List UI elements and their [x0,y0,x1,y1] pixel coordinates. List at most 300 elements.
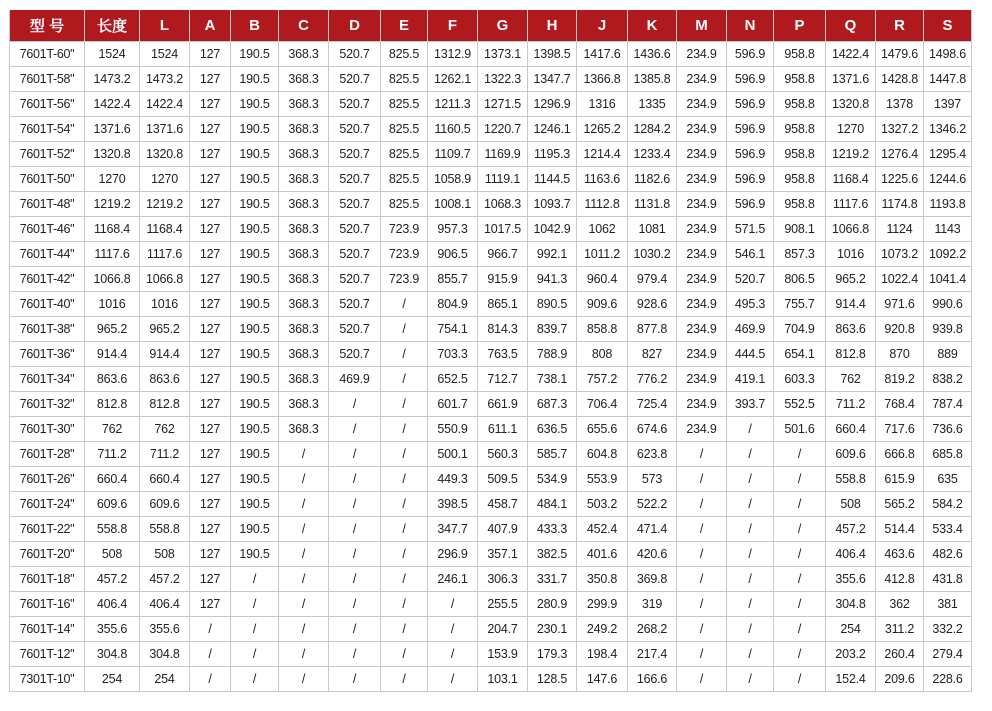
table-cell: 1296.9 [528,92,577,117]
table-cell: 508 [826,492,876,517]
column-header-q: Q [826,10,876,42]
table-cell: 234.9 [677,317,727,342]
table-cell: 890.5 [528,292,577,317]
table-cell: 814.3 [478,317,528,342]
table-cell: / [329,642,381,667]
model-cell: 7601T-42" [10,267,85,292]
table-cell: 725.4 [628,392,677,417]
table-cell: 1117.6 [826,192,876,217]
table-cell: 1498.6 [924,42,972,67]
table-cell: 127 [190,167,231,192]
table-cell: 723.9 [381,267,428,292]
table-cell: 1371.6 [85,117,140,142]
table-cell: 299.9 [577,592,628,617]
table-cell: / [677,542,727,567]
model-cell: 7601T-26" [10,467,85,492]
table-cell: 939.8 [924,317,972,342]
table-cell: / [428,667,478,692]
table-cell: 127 [190,142,231,167]
table-cell: 754.1 [428,317,478,342]
table-cell: 1081 [628,217,677,242]
table-cell: 661.9 [478,392,528,417]
model-cell: 7601T-30" [10,417,85,442]
table-cell: 660.4 [85,467,140,492]
column-header-c: C [279,10,329,42]
table-cell: 1246.1 [528,117,577,142]
table-cell: 958.8 [774,42,826,67]
table-row [10,42,972,67]
model-cell: 7601T-54" [10,117,85,142]
table-cell: 863.6 [826,317,876,342]
table-cell: / [381,542,428,567]
table-cell: 596.9 [727,167,774,192]
table-cell: 127 [190,392,231,417]
table-cell: 1144.5 [528,167,577,192]
table-cell: 203.2 [826,642,876,667]
table-cell: 636.5 [528,417,577,442]
table-cell: 217.4 [628,642,677,667]
table-cell: 703.3 [428,342,478,367]
table-cell: 190.5 [231,517,279,542]
table-row [10,367,972,392]
column-header-h: H [528,10,577,42]
table-cell: / [727,492,774,517]
table-cell: / [677,467,727,492]
table-cell: 127 [190,292,231,317]
model-cell: 7601T-58" [10,67,85,92]
table-cell: 234.9 [677,392,727,417]
table-cell: / [381,592,428,617]
table-cell: 381 [924,592,972,617]
table-cell: 520.7 [329,42,381,67]
table-cell: 601.7 [428,392,478,417]
table-cell: 234.9 [677,42,727,67]
table-cell: 958.8 [774,192,826,217]
table-cell: / [774,542,826,567]
table-cell: 655.6 [577,417,628,442]
table-cell: 279.4 [924,642,972,667]
table-cell: 1163.6 [577,167,628,192]
table-cell: 508 [140,542,190,567]
table-cell: / [381,417,428,442]
table-cell: 1385.8 [628,67,677,92]
column-header-e: E [381,10,428,42]
model-cell: 7601T-52" [10,142,85,167]
model-cell: 7601T-36" [10,342,85,367]
table-cell: 762 [85,417,140,442]
table-cell: 127 [190,467,231,492]
table-cell: 190.5 [231,542,279,567]
table-cell: 127 [190,92,231,117]
table-cell: 368.3 [279,342,329,367]
table-row [10,492,972,517]
table-cell: 368.3 [279,392,329,417]
table-cell: 533.4 [924,517,972,542]
table-cell: 965.2 [826,267,876,292]
table-cell: 1225.6 [876,167,924,192]
table-cell: 190.5 [231,117,279,142]
table-cell: 812.8 [85,392,140,417]
column-header-r: R [876,10,924,42]
table-cell: 1220.7 [478,117,528,142]
table-row [10,342,972,367]
table-cell: 738.1 [528,367,577,392]
column-header-p: P [774,10,826,42]
table-cell: / [381,367,428,392]
table-body [10,42,972,692]
table-cell: 127 [190,542,231,567]
table-cell: 1524 [85,42,140,67]
table-cell: / [428,617,478,642]
table-cell: 776.2 [628,367,677,392]
table-cell: 471.4 [628,517,677,542]
table-cell: / [329,492,381,517]
table-cell: 501.6 [774,417,826,442]
table-cell: 596.9 [727,117,774,142]
table-cell: / [774,517,826,542]
model-cell: 7601T-38" [10,317,85,342]
table-cell: 762 [826,367,876,392]
table-cell: / [727,592,774,617]
table-cell: 514.4 [876,517,924,542]
table-cell: 1436.6 [628,42,677,67]
table-cell: 304.8 [826,592,876,617]
table-cell: 234.9 [677,292,727,317]
table-cell: 368.3 [279,267,329,292]
table-cell: 863.6 [85,367,140,392]
table-cell: 1233.4 [628,142,677,167]
table-cell: 420.6 [628,542,677,567]
table-cell: 1244.6 [924,167,972,192]
table-cell: / [231,592,279,617]
table-cell: 825.5 [381,142,428,167]
table-cell: 406.4 [85,592,140,617]
table-cell: / [279,642,329,667]
table-cell: 863.6 [140,367,190,392]
table-cell: 457.2 [85,567,140,592]
table-cell: 520.7 [329,242,381,267]
table-cell: 1093.7 [528,192,577,217]
table-cell: 1041.4 [924,267,972,292]
table-cell: 1417.6 [577,42,628,67]
table-cell: 1524 [140,42,190,67]
table-cell: 1030.2 [628,242,677,267]
table-cell: 1347.7 [528,67,577,92]
table-cell: 234.9 [677,417,727,442]
table-cell: / [727,467,774,492]
model-cell: 7601T-20" [10,542,85,567]
table-cell: 635 [924,467,972,492]
table-row [10,292,972,317]
table-cell: / [381,642,428,667]
table-cell: 127 [190,192,231,217]
table-cell: 1371.6 [826,67,876,92]
table-cell: 711.2 [85,442,140,467]
model-cell: 7601T-24" [10,492,85,517]
table-cell: 763.5 [478,342,528,367]
table-cell: 249.2 [577,617,628,642]
table-row [10,67,972,92]
table-cell: 355.6 [826,567,876,592]
table-cell: 711.2 [140,442,190,467]
table-cell: 609.6 [826,442,876,467]
table-cell: 153.9 [478,642,528,667]
model-cell: 7601T-60" [10,42,85,67]
table-cell: 812.8 [826,342,876,367]
table-cell: / [774,467,826,492]
model-cell: 7301T-10" [10,667,85,692]
table-cell: 382.5 [528,542,577,567]
table-cell: 190.5 [231,167,279,192]
model-cell: 7601T-18" [10,567,85,592]
table-cell: 1473.2 [140,67,190,92]
table-cell: / [190,617,231,642]
table-cell: 198.4 [577,642,628,667]
table-cell: 1422.4 [85,92,140,117]
table-cell: 1160.5 [428,117,478,142]
model-cell: 7601T-22" [10,517,85,542]
table-cell: 190.5 [231,467,279,492]
table-cell: 1270 [85,167,140,192]
table-cell: 552.5 [774,392,826,417]
table-cell: 280.9 [528,592,577,617]
table-cell: 920.8 [876,317,924,342]
table-cell: 368.3 [279,117,329,142]
table-cell: 965.2 [85,317,140,342]
table-cell: 1271.5 [478,92,528,117]
table-row [10,442,972,467]
table-cell: 190.5 [231,492,279,517]
table-cell: 623.8 [628,442,677,467]
table-cell: 1117.6 [140,242,190,267]
table-cell: 127 [190,267,231,292]
table-cell: 406.4 [826,542,876,567]
table-cell: 1168.4 [85,217,140,242]
table-cell: 609.6 [140,492,190,517]
table-cell: 368.3 [279,367,329,392]
table-cell: 296.9 [428,542,478,567]
table-cell: 596.9 [727,67,774,92]
table-cell: 1327.2 [876,117,924,142]
table-cell: / [381,617,428,642]
table-cell: 825.5 [381,92,428,117]
table-cell: 958.8 [774,92,826,117]
table-cell: 190.5 [231,92,279,117]
table-cell: / [329,567,381,592]
table-cell: 306.3 [478,567,528,592]
table-cell: 1473.2 [85,67,140,92]
table-cell: 234.9 [677,367,727,392]
column-header-g: G [478,10,528,42]
table-row [10,667,972,692]
table-cell: 1073.2 [876,242,924,267]
table-cell: 398.5 [428,492,478,517]
table-row [10,467,972,492]
table-cell: 268.2 [628,617,677,642]
table-cell: 877.8 [628,317,677,342]
table-cell: 1143 [924,217,972,242]
table-cell: 433.3 [528,517,577,542]
table-cell: / [279,617,329,642]
table-cell: 355.6 [85,617,140,642]
table-cell: 966.7 [478,242,528,267]
model-cell: 7601T-12" [10,642,85,667]
table-cell: 1117.6 [85,242,140,267]
table-cell: 520.7 [329,167,381,192]
table-cell: 103.1 [478,667,528,692]
table-cell: 369.8 [628,567,677,592]
table-cell: 596.9 [727,192,774,217]
table-cell: 979.4 [628,267,677,292]
table-cell: 209.6 [876,667,924,692]
table-cell: / [727,567,774,592]
table-cell: 368.3 [279,217,329,242]
table-cell: / [774,667,826,692]
column-header-d: D [329,10,381,42]
table-cell: 585.7 [528,442,577,467]
table-cell: 190.5 [231,42,279,67]
model-cell: 7601T-50" [10,167,85,192]
table-cell: 768.4 [876,392,924,417]
table-cell: 1219.2 [826,142,876,167]
table-cell: / [190,642,231,667]
table-cell: 520.7 [329,292,381,317]
table-cell: 401.6 [577,542,628,567]
table-cell: 1042.9 [528,217,577,242]
table-cell: 674.6 [628,417,677,442]
table-cell: 234.9 [677,267,727,292]
table-cell: 368.3 [279,92,329,117]
table-cell: / [231,567,279,592]
table-cell: 254 [826,617,876,642]
table-cell: 611.1 [478,417,528,442]
table-cell: 1322.3 [478,67,528,92]
table-cell: 584.2 [924,492,972,517]
table-cell: 723.9 [381,217,428,242]
table-cell: 603.3 [774,367,826,392]
table-cell: 757.2 [577,367,628,392]
table-cell: 1447.8 [924,67,972,92]
table-cell: 520.7 [329,217,381,242]
table-cell: 495.3 [727,292,774,317]
table-cell: / [329,517,381,542]
table-cell: 1262.1 [428,67,478,92]
column-header-length: 长度 [85,10,140,42]
table-cell: / [677,567,727,592]
table-cell: 687.3 [528,392,577,417]
table-cell: 127 [190,492,231,517]
table-cell: 127 [190,567,231,592]
table-cell: 971.6 [876,292,924,317]
table-cell: 469.9 [329,367,381,392]
table-cell: 717.6 [876,417,924,442]
table-cell: 857.3 [774,242,826,267]
table-cell: 331.7 [528,567,577,592]
table-cell: 457.2 [140,567,190,592]
table-cell: 311.2 [876,617,924,642]
table-cell: 1428.8 [876,67,924,92]
table-cell: / [677,642,727,667]
table-cell: 596.9 [727,42,774,67]
table-cell: 965.2 [140,317,190,342]
table-cell: 1092.2 [924,242,972,267]
table-cell: / [677,517,727,542]
table-cell: 1016 [85,292,140,317]
table-cell: 147.6 [577,667,628,692]
column-header-l: L [140,10,190,42]
table-cell: 685.8 [924,442,972,467]
table-cell: / [329,592,381,617]
table-cell: 1398.5 [528,42,577,67]
table-cell: 368.3 [279,142,329,167]
table-cell: 558.8 [140,517,190,542]
table-cell: / [329,617,381,642]
table-cell: 234.9 [677,92,727,117]
table-cell: 457.2 [826,517,876,542]
table-row [10,567,972,592]
table-cell: 234.9 [677,117,727,142]
table-cell: 1320.8 [826,92,876,117]
table-cell: 127 [190,342,231,367]
table-cell: 1131.8 [628,192,677,217]
table-cell: / [727,542,774,567]
table-cell: 1168.4 [140,217,190,242]
table-cell: 889 [924,342,972,367]
table-cell: 941.3 [528,267,577,292]
table-cell: / [381,492,428,517]
table-cell: 190.5 [231,217,279,242]
table-cell: / [279,467,329,492]
table-cell: 350.8 [577,567,628,592]
model-cell: 7601T-40" [10,292,85,317]
table-cell: 654.1 [774,342,826,367]
model-cell: 7601T-56" [10,92,85,117]
table-cell: 412.8 [876,567,924,592]
table-cell: 1219.2 [85,192,140,217]
table-cell: / [727,667,774,692]
model-cell: 7601T-14" [10,617,85,642]
table-cell: / [727,442,774,467]
table-cell: 520.7 [329,317,381,342]
model-cell: 7601T-46" [10,217,85,242]
table-cell: 484.1 [528,492,577,517]
table-cell: / [381,292,428,317]
table-cell: 1195.3 [528,142,577,167]
table-cell: 755.7 [774,292,826,317]
table-cell: 355.6 [140,617,190,642]
table-cell: 304.8 [140,642,190,667]
table-cell: 819.2 [876,367,924,392]
table-cell: 906.5 [428,242,478,267]
table-cell: / [727,617,774,642]
table-cell: 865.1 [478,292,528,317]
table-row [10,642,972,667]
table-cell: 368.3 [279,292,329,317]
table-cell: 1109.7 [428,142,478,167]
table-cell: 928.6 [628,292,677,317]
table-cell: 825.5 [381,42,428,67]
table-cell: 915.9 [478,267,528,292]
table-cell: / [381,392,428,417]
table-cell: 534.9 [528,467,577,492]
table-cell: 660.4 [140,467,190,492]
table-cell: 1066.8 [140,267,190,292]
table-cell: 1312.9 [428,42,478,67]
table-cell: 520.7 [329,142,381,167]
column-header-j: J [577,10,628,42]
table-row [10,317,972,342]
table-cell: / [329,417,381,442]
